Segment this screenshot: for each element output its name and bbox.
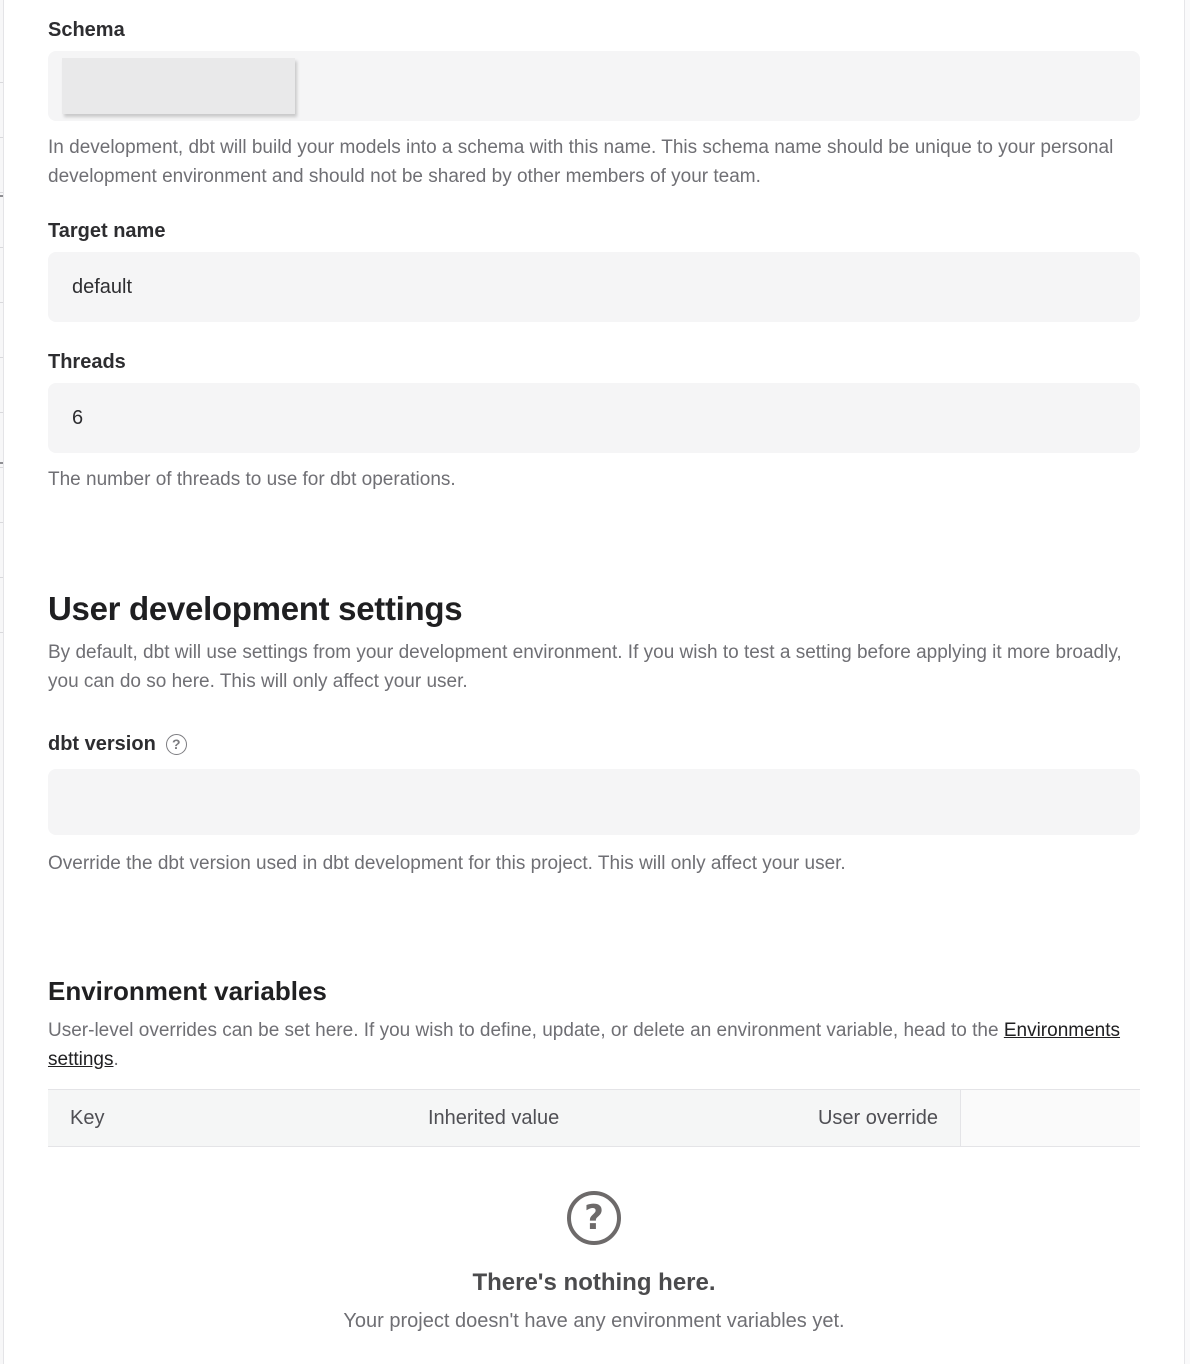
target-name-input[interactable] — [48, 252, 1140, 322]
schema-value-redacted — [62, 58, 295, 114]
panel-row-divider-dark — [0, 195, 3, 197]
env-vars-table-header — [48, 1089, 1140, 1147]
schema-help-text: In development, dbt will build your models into a schema with this name. This schema name should be unique to your personal development environment and should not be shared by other members of your team. — [48, 137, 1114, 187]
user-development-settings-title: User development settings — [48, 590, 463, 627]
settings-content — [48, 0, 1140, 1333]
column-header-actions — [960, 1090, 1140, 1146]
dbt-version-input[interactable] — [48, 769, 1140, 835]
panel-row-divider-dark — [0, 462, 3, 464]
environments-settings-link[interactable]: Environments settings — [48, 1020, 1121, 1070]
panel-row-dividers — [0, 28, 3, 668]
threads-label: Threads — [48, 351, 126, 373]
target-name-value: default — [72, 275, 133, 298]
column-header-inherited-value: Inherited value — [428, 1106, 560, 1129]
environment-variables-description: User-level overrides can be set here. If you wish to define, update, or delete an environment variable, head to the Environments settings. — [48, 1020, 1121, 1070]
threads-help-text: The number of threads to use for dbt operations. — [48, 469, 456, 490]
dbt-version-help-text: Override the dbt version used in dbt development for this project. This will only affect your user. — [48, 853, 846, 874]
dbt-version-label: dbt version — [48, 733, 156, 755]
threads-value: 6 — [72, 406, 84, 429]
question-circle-icon[interactable]: ? — [166, 734, 187, 755]
column-header-user-override: User override — [817, 1106, 938, 1129]
threads-input[interactable] — [48, 383, 1140, 453]
empty-state-subtitle: Your project doesn't have any environment variables yet. — [343, 1310, 845, 1332]
environment-variables-title: Environment variables — [48, 976, 327, 1006]
env-vars-empty-state — [48, 1191, 1140, 1333]
column-header-key: Key — [70, 1106, 105, 1129]
target-name-label: Target name — [48, 220, 166, 242]
user-development-settings-description: By default, dbt will use settings from your development environment. If you wish to test a setting before applying it more broadly, you can do so here. This will only affect your user. — [48, 642, 1122, 692]
schema-label: Schema — [48, 19, 125, 41]
scrollbar-track[interactable] — [1184, 0, 1190, 1364]
question-circle-icon: ? — [567, 1191, 621, 1245]
adjacent-panel-edge — [0, 0, 4, 1364]
empty-state-title: There's nothing here. — [472, 1269, 716, 1296]
schema-input[interactable] — [48, 51, 1140, 121]
